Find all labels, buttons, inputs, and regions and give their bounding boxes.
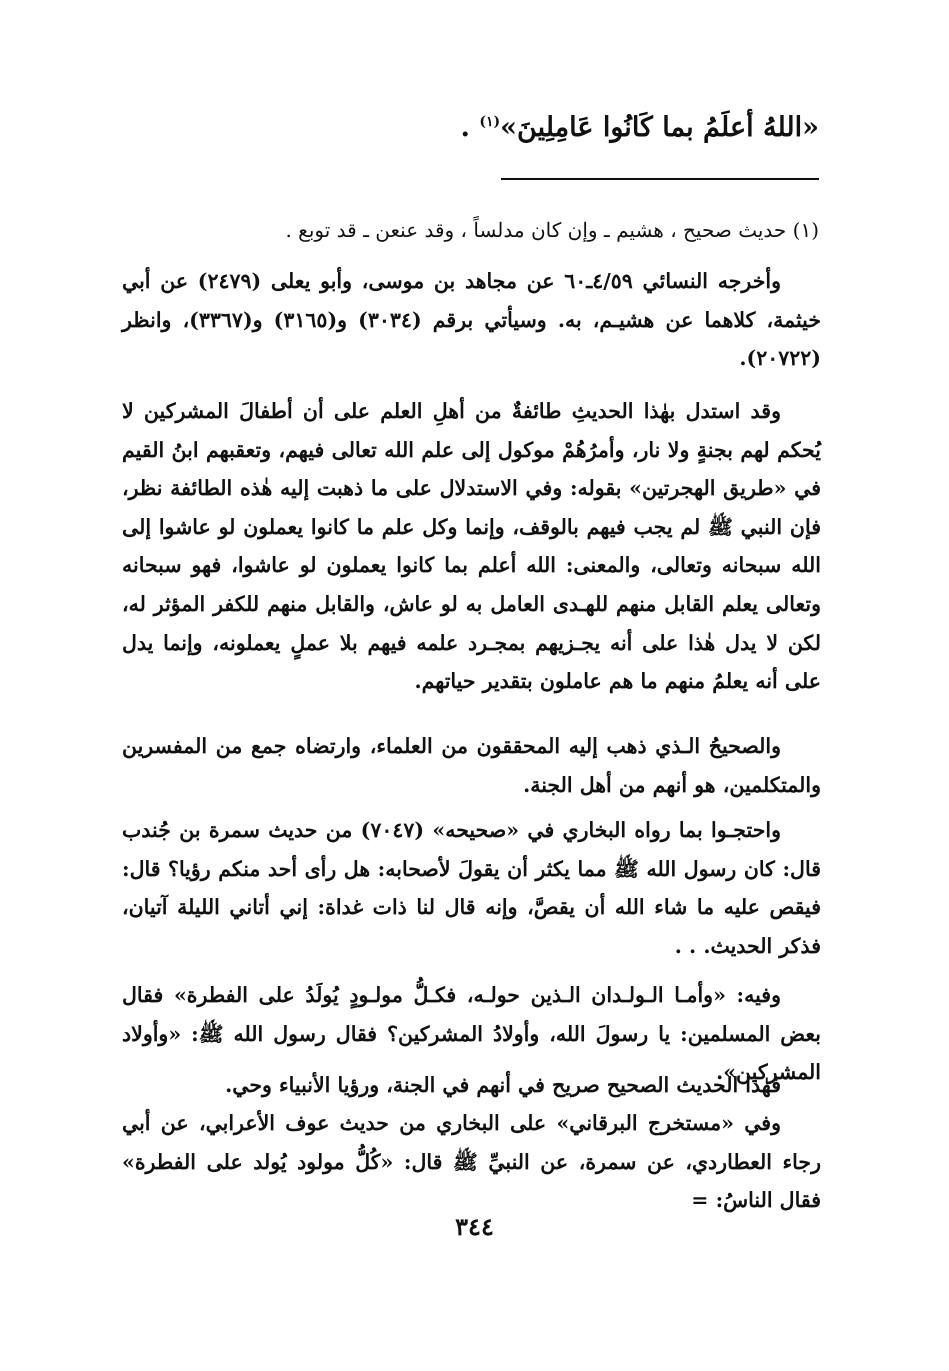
paragraph-bukhari: واحتجـوا بما رواه البخاري في «صحيحه» (٧٠٤٧) من حديث سمرة بن جُندب قال: كان رسول الله ﷺ مما يكثر أن يقولَ لأصحابه: هل رأى أحد منكم رؤيا؟ قال: فيقص عليه ما شاء الله أن يقصَّ، وإنه قال لنا ذات غداة: إني أتاني الليلة آتيان، فذكر الحديث. . . — [122, 818, 821, 958]
paragraph-istidlal: وقد استدل بهٰذا الحديثِ طائفةٌ من أهلِ العلم على أن أطفالَ المشركين لا يُحكم لهم بجنةٍ ولا نار، وأمرُهُمْ موكول إلى علم الله تعالى فيهم، وتعقبهم ابنُ القيم في «طريق الهجرتين» بقوله: وفي الاستدلال على ما ذهبت إليه هٰذه الطائفة نظر، فإن النبي ﷺ لم يجب فيهم بالوقف، وإنما وكل علم ما كانوا يعملون لو عاشوا إلى الله سبحانه وتعالى، والمعنى: الله أعلم بما كانوا يعملون لو عاشوا، فهو سبحانه وتعالى يعلم القابل منهم للهـدى العامل به لو عاش، والقابل منهم للكفر المؤثر له، لكن لا يدل هٰذا على أنه يجـزيهم بمجـرد علمه فيهم بلا عملٍ يعملونه، وإنما يدل على أنه يعلمُ منهم ما هم عاملون بتقدير حياتهم. — [122, 399, 821, 694]
footnote-1: (١) حديث صحيح ، هشيم ـ وإن كان مدلساً ، وقد عنعن ـ قد توبع . — [285, 218, 819, 242]
footnote-marker: (١) — [479, 114, 501, 130]
footnote-separator — [501, 178, 819, 180]
paragraph-sarih: فهٰذا الحديث الصحيح صريح في أنهم في الجنة، ورؤيا الأنبياء وحي. — [225, 1073, 781, 1097]
paragraph-fihi: وفيه: «وأمـا الـولـدان الـذين حولـه، فكـلُّ مولـودٍ يُولَدُ على الفطرة» فقال بعض المسلمين: يا رسولَ الله، وأولادُ المشركين؟ فقال رسول الله ﷺ: «وأولاد المشركين». — [122, 983, 821, 1085]
hadith-quote: «اللهُ أعلَمُ بما كَانُوا عَامِلِينَ» — [500, 112, 819, 143]
hadith-quote-end: . — [460, 112, 480, 143]
page-number: ٣٤٤ — [455, 1212, 494, 1241]
continued-hadith-text — [461, 112, 819, 143]
paragraph-takhrij: وأخرجه النسائي ٤/٥٩ـ٦٠ عن مجاهد بن موسى، وأبو يعلى (٢٤٧٩) عن أبي خيثمة، كلاهما عن هشيـم، به. وسيأتي برقم (٣٠٣٤) و(٣١٦٥) و(٣٣٦٧)، وانظر (٢٠٧٢٢). — [122, 269, 822, 371]
paragraph-barqani: وفي «مستخرج البرقاني» على البخاري من حديث عوف الأعرابي، عن أبي رجاء العطاردي، عن سمرة، عن النبيِّ ﷺ قال: «كُلُّ مولود يُولد على الفطرة» فقال الناسُ: = — [122, 1111, 821, 1213]
paragraph-sahih: والصحيحُ الـذي ذهب إليه المحققون من العلماء، وارتضاه جمع من المفسرين والمتكلمين، هو أنهم من أهل الجنة. — [122, 734, 821, 797]
